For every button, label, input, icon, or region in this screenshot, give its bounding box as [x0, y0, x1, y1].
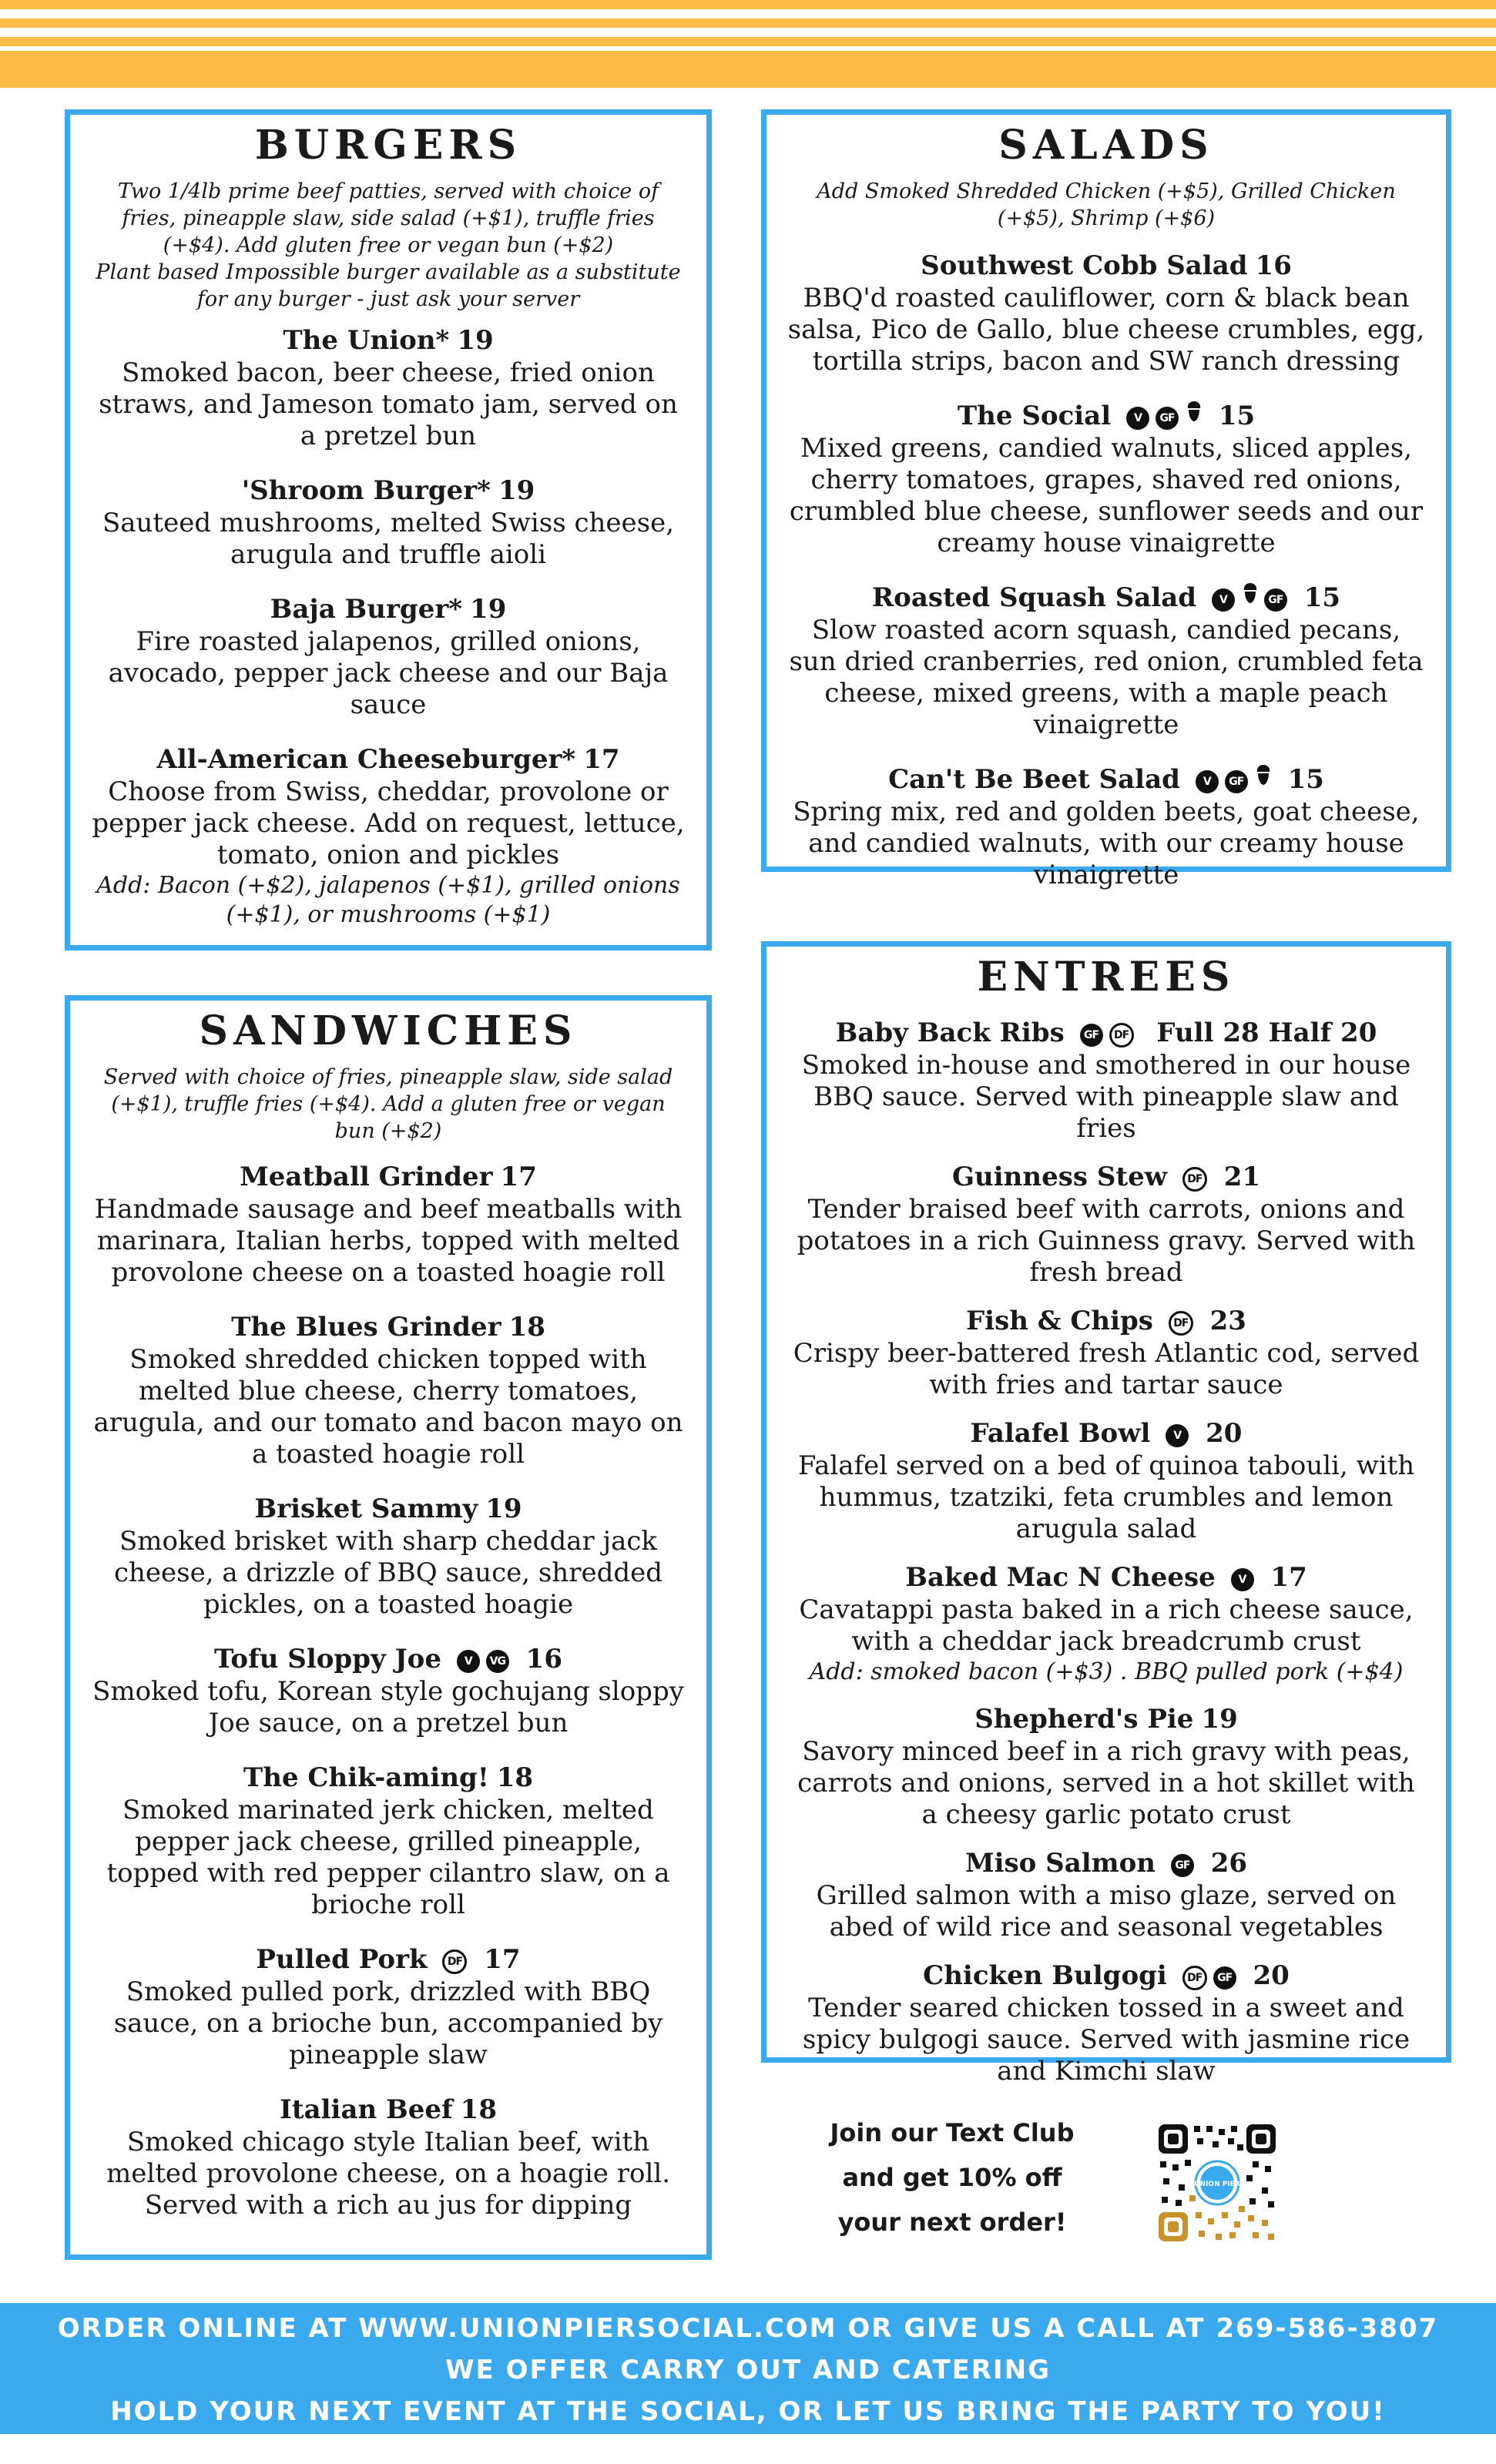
menu-item-meatball-grinder [90, 1160, 686, 1289]
item-description: Choose from Swiss, cheddar, provolone or pepper jack cheese. Add on request, lettuce, tomato, onion and pickles [92, 776, 685, 870]
menu-item-pulled-pork [90, 1943, 686, 2071]
menu-item-guinness-stew [787, 1160, 1426, 1289]
footer-order-online: ORDER ONLINE AT WWW.UNIONPIERSOCIAL.COM OR GIVE US A CALL AT 269-586-3807 [57, 2313, 1439, 2344]
item-name: Can't Be Beet Salad [888, 764, 1180, 795]
item-price: 18 [460, 2094, 497, 2125]
item-price: 17 [500, 1162, 537, 1192]
item-name: Brisket Sammy [254, 1493, 478, 1524]
item-name: Southwest Cobb Salad [921, 250, 1248, 281]
item-price: 19 [1201, 1704, 1238, 1735]
text-club-promo: Join our Text Club and get 10% off your next order! [830, 2118, 1075, 2237]
item-name: The Chik-aming! [243, 1762, 489, 1793]
gluten-free-icon: GF [1225, 770, 1248, 793]
menu-item-tofu-sloppy-joe [90, 1642, 686, 1739]
menu-item-shepherds-pie [787, 1702, 1426, 1831]
vegetarian-icon: V [1231, 1568, 1254, 1591]
item-name: Falafel Bowl [970, 1418, 1151, 1449]
item-description: Mixed greens, candied walnuts, sliced apples, cherry tomatoes, grapes, shaved red onions, crumbled blue cheese, sunflower seeds and our creamy house vinaigrette [789, 433, 1424, 558]
item-price: 19 [485, 1493, 522, 1524]
item-description: Smoked shredded chicken topped with melted blue cheese, cherry tomatoes, arugula, and our tomato and bacon mayo on a toasted hoagie roll [93, 1344, 683, 1470]
item-description: Smoked marinated jerk chicken, melted pepper jack cheese, grilled pineapple, topped with red pepper cilantro slaw, on a brioche roll [106, 1795, 670, 1920]
item-description: Tender seared chicken tossed in a sweet and spicy bulgogi sauce. Served with jasmine rice and Kimchi slaw [802, 1993, 1410, 2087]
item-name: Baja Burger* [270, 594, 463, 625]
item-price: 17 [583, 744, 620, 775]
vegetarian-icon: V [1166, 1424, 1189, 1447]
item-price: 19 [498, 475, 535, 506]
gluten-free-icon: GF [1213, 1966, 1236, 1990]
nut-icon [1186, 400, 1202, 423]
stripe [0, 0, 1496, 9]
menu-item-baked-mac-n-cheese [787, 1561, 1426, 1687]
item-name: Baby Back Ribs [835, 1017, 1065, 1048]
item-name: Baked Mac N Cheese [905, 1562, 1216, 1593]
section-description: Served with choice of fries, pineapple slaw, side salad (+$1), truffle fries (+$4). Add a gluten free or vegan bun (+$2) [103, 1065, 673, 1143]
item-name: Meatball Grinder [240, 1162, 493, 1192]
item-price: 20 [1206, 1418, 1243, 1449]
item-description: Grilled salmon with a miso glaze, served on abed of wild rice and seasonal vegetables [816, 1880, 1397, 1943]
item-description: Smoked pulled pork, drizzled with BBQ sauce, on a brioche bun, accompanied by pineapple slaw [113, 1976, 663, 2070]
menu-item-blues-grinder [90, 1310, 686, 1470]
item-description: Smoked chicago style Italian beef, with melted provolone cheese, on a hoagie roll. Served with a rich au jus for dipping [106, 2127, 671, 2221]
gluten-free-icon: GF [1156, 407, 1179, 430]
section-title: SANDWICHES [199, 1007, 578, 1054]
entrees-section [761, 941, 1451, 2087]
menu-item-all-american [90, 743, 686, 930]
dairy-free-icon: DF [1109, 1023, 1134, 1048]
menu-item-cant-be-beet [787, 763, 1426, 891]
header-stripes [0, 0, 1496, 89]
item-description: BBQ'd roasted cauliflower, corn & black bean salsa, Pico de Gallo, blue cheese crumbles, egg, tortilla strips, bacon and SW ranch dressing [787, 283, 1425, 377]
footer-carry-out: WE OFFER CARRY OUT AND CATERING [445, 2355, 1051, 2385]
item-price: 17 [484, 1944, 521, 1975]
menu-item-brisket-sammy [90, 1492, 686, 1621]
item-description: Falafel served on a bed of quinoa tabouli, with hummus, tzatziki, feta crumbles and lemon arugula salad [797, 1450, 1415, 1544]
dairy-free-icon: DF [1182, 1167, 1207, 1192]
dairy-free-icon: DF [442, 1949, 467, 1974]
item-description: Savory minced beef in a rich gravy with peas, carrots and onions, served in a hot skillet with a cheesy garlic potato crust [797, 1736, 1415, 1830]
footer-events: HOLD YOUR NEXT EVENT AT THE SOCIAL, OR LET US BRING THE PARTY TO YOU! [110, 2396, 1386, 2427]
nut-icon [1256, 763, 1271, 786]
item-name: Chicken Bulgogi [923, 1960, 1167, 1991]
menu-item-shroom-burger [90, 474, 686, 571]
menu-item-baja-burger [90, 592, 686, 721]
item-price: 18 [508, 1312, 545, 1343]
item-price: 17 [1270, 1562, 1307, 1593]
item-description: Sauteed mushrooms, melted Swiss cheese, arugula and truffle aioli [102, 508, 675, 570]
item-description: Crispy beer-battered fresh Atlantic cod, served with fries and tartar sauce [793, 1338, 1420, 1400]
item-price: Full 28 Half 20 [1156, 1017, 1377, 1048]
item-name: Miso Salmon [964, 1848, 1156, 1879]
section-title: SALADS [998, 122, 1214, 169]
menu-item-baby-back-ribs [787, 1016, 1426, 1145]
qr-logo-text: UNION PIER [1194, 2181, 1240, 2188]
item-name: Pulled Pork [256, 1944, 428, 1975]
item-name: Roasted Squash Salad [871, 582, 1197, 613]
gluten-free-icon: GF [1080, 1024, 1103, 1047]
item-addons: Add: smoked bacon (+$3) . BBQ pulled pork (+$4) [809, 1658, 1404, 1685]
dairy-free-icon: DF [1169, 1311, 1193, 1336]
stripe [0, 37, 1496, 46]
footer-banner [0, 2303, 1496, 2434]
item-description: Smoked tofu, Korean style gochujang sloppy Joe sauce, on a pretzel bun [92, 1676, 684, 1738]
item-name: All-American Cheeseburger* [156, 744, 576, 775]
item-price: 19 [470, 594, 507, 625]
item-name: 'Shroom Burger* [241, 475, 491, 506]
stripe [0, 18, 1496, 28]
section-description: Two 1/4lb prime beef patties, served with choice of fries, pineapple slaw, side salad (+$1), truffle fries (+$4). Add gluten free or vegan bun (+$2) Plant based Impossible burger available as a substitute for any burger - just ask your server [96, 179, 681, 311]
item-price: 18 [496, 1762, 534, 1793]
item-name: Shepherd's Pie [974, 1704, 1194, 1735]
item-price: 15 [1218, 401, 1256, 431]
vegetarian-icon: V [1212, 588, 1235, 612]
item-price: 21 [1223, 1162, 1261, 1192]
menu-item-italian-beef [90, 2093, 686, 2221]
salads-section [761, 109, 1451, 890]
vegetarian-icon: V [1126, 407, 1149, 430]
section-description: Add Smoked Shredded Chicken (+$5), Grilled Chicken (+$5), Shrimp (+$6) [817, 179, 1396, 230]
item-description: Fire roasted jalapenos, grilled onions, avocado, pepper jack cheese and our Baja sauce [108, 626, 669, 720]
gluten-free-icon: GF [1264, 588, 1287, 612]
dairy-free-icon: DF [1182, 1966, 1207, 1990]
item-description: Spring mix, red and golden beets, goat cheese, and candied walnuts, with our creamy house vinaigrette [793, 796, 1420, 890]
item-price: 15 [1287, 764, 1324, 795]
item-price: 19 [457, 325, 494, 356]
item-price: 20 [1253, 1960, 1290, 1991]
item-name: The Blues Grinder [231, 1312, 501, 1343]
menu-item-roasted-squash [787, 581, 1426, 741]
item-name: Guinness Stew [951, 1162, 1167, 1192]
item-price: 16 [1255, 250, 1292, 281]
burgers-section [65, 109, 712, 950]
sandwiches-section [65, 995, 712, 2260]
vegetarian-icon: V [1196, 770, 1219, 793]
item-description: Smoked bacon, beer cheese, fried onion straws, and Jameson tomato jam, served on a pretzel bun [99, 357, 678, 451]
gluten-free-icon: GF [1171, 1854, 1194, 1877]
section-title: ENTREES [977, 954, 1236, 1001]
item-name: The Union* [283, 325, 450, 356]
menu-item-fish-chips [787, 1304, 1426, 1401]
menu-item-miso-salmon [787, 1846, 1426, 1943]
item-price: 15 [1303, 582, 1341, 613]
item-description: Cavatappi pasta baked in a rich cheese sauce, with a cheddar jack breadcrumb crust [799, 1594, 1414, 1657]
vegan-icon: VG [486, 1650, 509, 1673]
menu-item-the-social [787, 399, 1426, 559]
item-description: Slow roasted acorn squash, candied pecans, sun dried cranberries, red onion, crumbled feta cheese, mixed greens, with a maple peach vinaigrette [789, 615, 1424, 740]
item-name: Fish & Chips [966, 1306, 1153, 1336]
item-name: Italian Beef [279, 2094, 453, 2125]
menu-item-southwest-cobb [787, 249, 1426, 377]
item-description: Smoked in-house and smothered in our house BBQ sauce. Served with pineapple slaw and fries [801, 1050, 1411, 1144]
qr-code-icon[interactable] [1156, 2121, 1279, 2244]
item-name: The Social [957, 401, 1112, 431]
menu-item-falafel-bowl [787, 1416, 1426, 1545]
section-title: BURGERS [254, 122, 522, 169]
menu-item-chik-aming [90, 1761, 686, 1921]
item-price: 16 [525, 1644, 562, 1675]
item-price: 26 [1210, 1848, 1248, 1879]
nut-icon [1243, 582, 1258, 605]
stripe [0, 51, 1496, 88]
item-description: Smoked brisket with sharp cheddar jack cheese, a drizzle of BBQ sauce, shredded pickles, on a toasted hoagie [113, 1526, 662, 1620]
item-description: Handmade sausage and beef meatballs with marinara, Italian herbs, topped with melted provolone cheese on a toasted hoagie roll [94, 1194, 683, 1288]
item-description: Tender braised beef with carrots, onions and potatoes in a rich Guinness gravy. Served with fresh bread [797, 1194, 1416, 1288]
item-addons: Add: Bacon (+$2), jalapenos (+$1), grilled onions (+$1), or mushrooms (+$1) [96, 872, 680, 928]
menu-item-chicken-bulgogi [787, 1959, 1426, 2087]
item-price: 23 [1209, 1306, 1246, 1336]
menu-item-the-union [90, 324, 686, 452]
vegetarian-icon: V [457, 1650, 480, 1673]
item-name: Tofu Sloppy Joe [214, 1644, 441, 1675]
